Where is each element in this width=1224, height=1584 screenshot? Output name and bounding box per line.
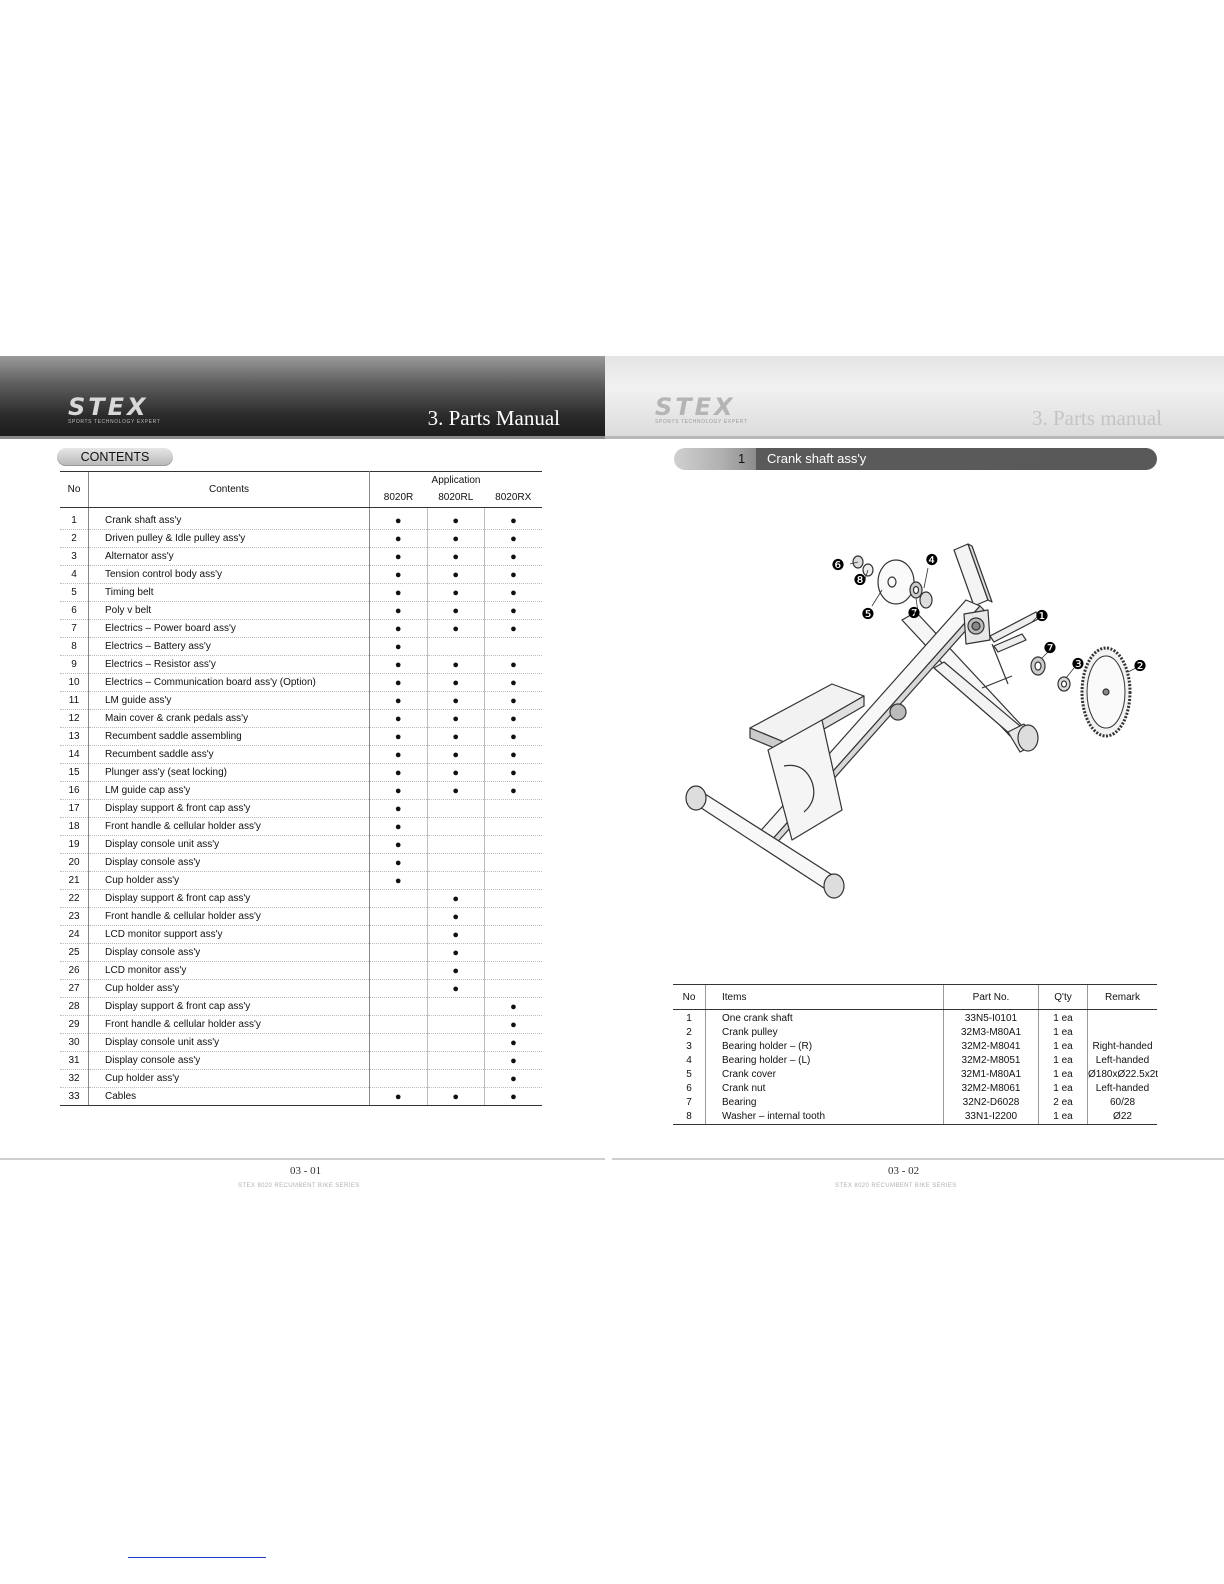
- contents-row-item: Cup holder ass'y: [89, 980, 370, 998]
- application-mark-8020RX: [485, 926, 543, 944]
- contents-row-item: Driven pulley & Idle pulley ass'y: [89, 530, 370, 548]
- contents-row-number: 6: [60, 602, 89, 620]
- section-title: Crank shaft ass'y: [767, 451, 867, 466]
- part-row-qty: 1 ea: [1039, 1068, 1088, 1082]
- contents-row-number: 33: [60, 1088, 89, 1106]
- contents-row: [60, 656, 542, 674]
- contents-table: [60, 471, 542, 1106]
- part-row-item: Washer – internal tooth: [706, 1110, 944, 1125]
- part-row-qty: 1 ea: [1039, 1026, 1088, 1040]
- application-mark-8020RL: ●: [427, 548, 485, 566]
- contents-row-number: 2: [60, 530, 89, 548]
- application-mark-8020R: ●: [370, 782, 428, 800]
- contents-row: [60, 728, 542, 746]
- contents-row: [60, 998, 542, 1016]
- col-header-model: 8020RL: [427, 488, 485, 508]
- contents-row-item: Cup holder ass'y: [89, 1070, 370, 1088]
- contents-row-number: 5: [60, 584, 89, 602]
- contents-row-item: Display support & front cap ass'y: [89, 998, 370, 1016]
- contents-row-number: 32: [60, 1070, 89, 1088]
- application-mark-8020RX: ●: [485, 620, 543, 638]
- contents-row-item: Main cover & crank pedals ass'y: [89, 710, 370, 728]
- application-mark-8020RL: ●: [427, 746, 485, 764]
- contents-row-number: 19: [60, 836, 89, 854]
- part-row-part-no: 32M2-M8051: [944, 1054, 1039, 1068]
- application-mark-8020RL: [427, 1052, 485, 1070]
- application-mark-8020RL: ●: [427, 656, 485, 674]
- application-mark-8020RL: ●: [427, 692, 485, 710]
- parts-header-qty: Q'ty: [1039, 985, 1088, 1010]
- contents-row: [60, 1016, 542, 1034]
- parts-row: [673, 1082, 1157, 1096]
- logo-tagline: SPORTS TECHNOLOGY EXPERT: [68, 419, 161, 425]
- application-mark-8020RL: ●: [427, 1088, 485, 1106]
- callout-7: ❼: [1043, 639, 1057, 657]
- application-mark-8020RX: [485, 980, 543, 998]
- series-name-left: STEX 8020 RECUMBENT BIKE SERIES: [238, 1183, 360, 1189]
- col-header-model: 8020RX: [485, 488, 543, 508]
- contents-row-item: Cup holder ass'y: [89, 872, 370, 890]
- contents-row-number: 10: [60, 674, 89, 692]
- application-mark-8020RX: [485, 962, 543, 980]
- contents-rows: [60, 508, 542, 1106]
- part-row-part-no: 32N2-D6028: [944, 1096, 1039, 1110]
- part-row-part-no: 32M3-M80A1: [944, 1026, 1039, 1040]
- application-mark-8020RL: [427, 872, 485, 890]
- part-row-item: Crank nut: [706, 1082, 944, 1096]
- contents-row-item: LM guide cap ass'y: [89, 782, 370, 800]
- application-mark-8020R: ●: [370, 800, 428, 818]
- application-mark-8020R: ●: [370, 584, 428, 602]
- application-mark-8020R: ●: [370, 764, 428, 782]
- application-mark-8020R: ●: [370, 530, 428, 548]
- contents-row: [60, 890, 542, 908]
- callout-3: ❸: [1071, 655, 1085, 673]
- application-mark-8020RL: ●: [427, 584, 485, 602]
- contents-row: [60, 872, 542, 890]
- contents-row-number: 7: [60, 620, 89, 638]
- contents-row: [60, 800, 542, 818]
- application-mark-8020R: [370, 962, 428, 980]
- application-mark-8020RL: [427, 800, 485, 818]
- contents-row: [60, 782, 542, 800]
- application-mark-8020R: ●: [370, 854, 428, 872]
- contents-row: [60, 508, 542, 530]
- application-mark-8020R: ●: [370, 548, 428, 566]
- application-mark-8020RX: ●: [485, 602, 543, 620]
- part-row-item: Bearing holder – (R): [706, 1040, 944, 1054]
- application-mark-8020R: ●: [370, 508, 428, 530]
- contents-row-number: 27: [60, 980, 89, 998]
- contents-row: [60, 710, 542, 728]
- contents-row-item: LM guide ass'y: [89, 692, 370, 710]
- part-row-item: One crank shaft: [706, 1010, 944, 1027]
- application-mark-8020R: [370, 1016, 428, 1034]
- part-row-part-no: 33N1-I2200: [944, 1110, 1039, 1125]
- contents-badge: CONTENTS: [57, 448, 173, 466]
- application-mark-8020RL: ●: [427, 728, 485, 746]
- col-header-no: No: [60, 472, 89, 508]
- contents-row: [60, 1070, 542, 1088]
- hyperlink-underline[interactable]: [128, 1557, 266, 1558]
- application-mark-8020RL: ●: [427, 566, 485, 584]
- callout-4: ❹: [925, 551, 939, 569]
- parts-header-part-no: Part No.: [944, 985, 1039, 1010]
- col-header-model: 8020R: [370, 488, 428, 508]
- application-mark-8020R: ●: [370, 746, 428, 764]
- application-mark-8020RL: [427, 1016, 485, 1034]
- application-mark-8020RX: ●: [485, 710, 543, 728]
- parts-row: [673, 1068, 1157, 1082]
- brand-logo-left: [68, 395, 178, 429]
- contents-row-item: Display console unit ass'y: [89, 836, 370, 854]
- part-row-no: 5: [686, 1069, 692, 1080]
- section-number: 1: [738, 451, 746, 466]
- application-mark-8020RX: ●: [485, 530, 543, 548]
- application-mark-8020RX: ●: [485, 1088, 543, 1106]
- part-row-remark: Left-handed: [1088, 1054, 1158, 1068]
- application-mark-8020RX: ●: [485, 656, 543, 674]
- application-mark-8020RL: ●: [427, 890, 485, 908]
- contents-row: [60, 692, 542, 710]
- application-mark-8020R: ●: [370, 638, 428, 656]
- part-row-qty: 1 ea: [1039, 1010, 1088, 1027]
- application-mark-8020RX: ●: [485, 1070, 543, 1088]
- contents-row-number: 28: [60, 998, 89, 1016]
- callout-2: ❷: [1133, 657, 1147, 675]
- parts-row: [673, 1096, 1157, 1110]
- part-row-qty: 1 ea: [1039, 1110, 1088, 1125]
- application-mark-8020RX: ●: [485, 782, 543, 800]
- callout-7: ❼: [907, 604, 921, 622]
- application-mark-8020R: [370, 998, 428, 1016]
- part-row-no: 4: [686, 1055, 692, 1066]
- crank-shaft-exploded-diagram: [672, 540, 1162, 920]
- application-mark-8020RL: ●: [427, 764, 485, 782]
- contents-row-item: Poly v belt: [89, 602, 370, 620]
- application-mark-8020R: ●: [370, 872, 428, 890]
- part-row-part-no: 33N5-I0101: [944, 1010, 1039, 1027]
- application-mark-8020R: ●: [370, 620, 428, 638]
- application-mark-8020RL: ●: [427, 908, 485, 926]
- contents-row-item: Front handle & cellular holder ass'y: [89, 908, 370, 926]
- callout-6: ❻: [831, 556, 845, 574]
- part-row-qty: 2 ea: [1039, 1096, 1088, 1110]
- application-mark-8020R: [370, 944, 428, 962]
- application-mark-8020RL: ●: [427, 530, 485, 548]
- contents-row-item: Display console ass'y: [89, 1052, 370, 1070]
- application-mark-8020RX: [485, 872, 543, 890]
- application-mark-8020R: ●: [370, 674, 428, 692]
- application-mark-8020RX: [485, 908, 543, 926]
- footer-rule-left: [0, 1158, 605, 1160]
- contents-row: [60, 674, 542, 692]
- parts-header-items: Items: [706, 985, 944, 1010]
- parts-header-no: No: [673, 985, 706, 1010]
- header-rule-left: [0, 436, 605, 439]
- contents-row-number: 13: [60, 728, 89, 746]
- contents-row: [60, 818, 542, 836]
- page-title-right: 3. Parts manual: [1031, 406, 1162, 430]
- application-mark-8020RL: ●: [427, 620, 485, 638]
- application-mark-8020RL: ●: [427, 782, 485, 800]
- page-number-right: 03 - 02: [888, 1165, 920, 1177]
- contents-row: [60, 926, 542, 944]
- application-mark-8020R: [370, 980, 428, 998]
- application-mark-8020RX: [485, 890, 543, 908]
- parts-table: [673, 984, 1157, 1125]
- contents-row-item: Alternator ass'y: [89, 548, 370, 566]
- application-mark-8020R: ●: [370, 710, 428, 728]
- contents-row-item: LCD monitor ass'y: [89, 962, 370, 980]
- part-row-remark: [1088, 1026, 1158, 1040]
- logo-mark: STEX: [68, 393, 149, 421]
- section-header: [674, 448, 1157, 470]
- part-row-item: Bearing holder – (L): [706, 1054, 944, 1068]
- part-row-item: Crank cover: [706, 1068, 944, 1082]
- application-mark-8020RL: ●: [427, 962, 485, 980]
- application-mark-8020RX: ●: [485, 1052, 543, 1070]
- part-row-no: 1: [686, 1013, 692, 1024]
- contents-row: [60, 584, 542, 602]
- parts-row: [673, 1040, 1157, 1054]
- application-mark-8020RX: ●: [485, 998, 543, 1016]
- part-row-part-no: 32M1-M80A1: [944, 1068, 1039, 1082]
- contents-row-number: 3: [60, 548, 89, 566]
- contents-row: [60, 566, 542, 584]
- contents-row: [60, 764, 542, 782]
- contents-row-item: Electrics – Battery ass'y: [89, 638, 370, 656]
- application-mark-8020RX: ●: [485, 548, 543, 566]
- application-mark-8020RX: [485, 818, 543, 836]
- application-mark-8020RL: ●: [427, 980, 485, 998]
- contents-row-number: 26: [60, 962, 89, 980]
- application-mark-8020R: ●: [370, 602, 428, 620]
- application-mark-8020RX: [485, 854, 543, 872]
- contents-row-item: Display support & front cap ass'y: [89, 800, 370, 818]
- contents-row: [60, 962, 542, 980]
- col-header-contents: Contents: [89, 472, 370, 508]
- contents-row-item: Timing belt: [89, 584, 370, 602]
- application-mark-8020RX: ●: [485, 1034, 543, 1052]
- application-mark-8020RL: ●: [427, 926, 485, 944]
- application-mark-8020R: ●: [370, 1088, 428, 1106]
- contents-row-number: 12: [60, 710, 89, 728]
- parts-row: [673, 1054, 1157, 1068]
- application-mark-8020R: [370, 890, 428, 908]
- part-row-qty: 1 ea: [1039, 1040, 1088, 1054]
- parts-row: [673, 1026, 1157, 1040]
- part-row-remark: 60/28: [1088, 1096, 1158, 1110]
- contents-row-number: 8: [60, 638, 89, 656]
- contents-row-number: 25: [60, 944, 89, 962]
- application-mark-8020RL: [427, 638, 485, 656]
- application-mark-8020RX: ●: [485, 728, 543, 746]
- application-mark-8020RL: [427, 998, 485, 1016]
- application-mark-8020RX: ●: [485, 764, 543, 782]
- contents-row-number: 16: [60, 782, 89, 800]
- page-title-left: 3. Parts Manual: [427, 406, 560, 430]
- application-mark-8020RX: ●: [485, 566, 543, 584]
- part-row-qty: 1 ea: [1039, 1082, 1088, 1096]
- application-mark-8020RL: [427, 1034, 485, 1052]
- contents-row: [60, 836, 542, 854]
- application-mark-8020RL: ●: [427, 602, 485, 620]
- col-header-application: Application: [370, 472, 543, 489]
- application-mark-8020RL: ●: [427, 710, 485, 728]
- contents-row-item: Recumbent saddle assembling: [89, 728, 370, 746]
- contents-row-number: 21: [60, 872, 89, 890]
- part-row-qty: 1 ea: [1039, 1054, 1088, 1068]
- part-row-no: 3: [686, 1041, 692, 1052]
- parts-row: [673, 1010, 1157, 1027]
- contents-row: [60, 1052, 542, 1070]
- brand-logo-right: [655, 395, 765, 429]
- application-mark-8020RX: [485, 638, 543, 656]
- page-number-left: 03 - 01: [290, 1165, 322, 1177]
- application-mark-8020RL: ●: [427, 674, 485, 692]
- application-mark-8020RX: ●: [485, 584, 543, 602]
- part-row-part-no: 32M2-M8041: [944, 1040, 1039, 1054]
- parts-rows: [673, 1010, 1157, 1125]
- contents-row-item: Display console ass'y: [89, 854, 370, 872]
- application-mark-8020RX: ●: [485, 674, 543, 692]
- callout-1: ❶: [1035, 607, 1049, 625]
- part-row-no: 2: [686, 1027, 692, 1038]
- contents-row-item: Cables: [89, 1088, 370, 1106]
- contents-row-number: 31: [60, 1052, 89, 1070]
- part-row-no: 8: [673, 1110, 706, 1125]
- callout-5: ❺: [861, 605, 875, 623]
- contents-row: [60, 1088, 542, 1106]
- application-mark-8020RL: [427, 836, 485, 854]
- contents-row-item: Electrics – Communication board ass'y (Option): [89, 674, 370, 692]
- contents-row-number: 4: [60, 566, 89, 584]
- application-mark-8020RX: [485, 800, 543, 818]
- contents-row: [60, 908, 542, 926]
- contents-row-item: Display support & front cap ass'y: [89, 890, 370, 908]
- contents-row-number: 18: [60, 818, 89, 836]
- part-row-item: Bearing: [706, 1096, 944, 1110]
- application-mark-8020R: ●: [370, 566, 428, 584]
- contents-row-number: 24: [60, 926, 89, 944]
- contents-row-number: 20: [60, 854, 89, 872]
- part-row-remark: [1088, 1010, 1158, 1027]
- application-mark-8020R: [370, 1052, 428, 1070]
- contents-row-number: 1: [60, 508, 89, 530]
- application-mark-8020R: ●: [370, 836, 428, 854]
- contents-row-item: Plunger ass'y (seat locking): [89, 764, 370, 782]
- contents-row-item: Electrics – Power board ass'y: [89, 620, 370, 638]
- contents-row-item: Front handle & cellular holder ass'y: [89, 818, 370, 836]
- contents-row-number: 29: [60, 1016, 89, 1034]
- contents-row-number: 15: [60, 764, 89, 782]
- application-mark-8020R: ●: [370, 692, 428, 710]
- contents-row-item: Recumbent saddle ass'y: [89, 746, 370, 764]
- application-mark-8020RX: [485, 944, 543, 962]
- contents-row: [60, 746, 542, 764]
- application-mark-8020RX: [485, 836, 543, 854]
- contents-row: [60, 602, 542, 620]
- application-mark-8020R: [370, 908, 428, 926]
- application-mark-8020R: [370, 926, 428, 944]
- contents-row-number: 9: [60, 656, 89, 674]
- contents-row: [60, 638, 542, 656]
- application-mark-8020R: ●: [370, 818, 428, 836]
- application-mark-8020R: ●: [370, 728, 428, 746]
- application-mark-8020RL: ●: [427, 508, 485, 530]
- logo-tagline: SPORTS TECHNOLOGY EXPERT: [655, 419, 748, 425]
- contents-row-item: Electrics – Resistor ass'y: [89, 656, 370, 674]
- part-row-item: Crank pulley: [706, 1026, 944, 1040]
- part-row-no: 7: [686, 1097, 692, 1108]
- contents-row-item: Crank shaft ass'y: [89, 508, 370, 530]
- part-row-remark: Ø22: [1088, 1110, 1158, 1125]
- contents-row: [60, 1034, 542, 1052]
- part-row-no: 6: [686, 1083, 692, 1094]
- contents-row-number: 17: [60, 800, 89, 818]
- contents-row-number: 14: [60, 746, 89, 764]
- contents-row: [60, 854, 542, 872]
- contents-row-number: 22: [60, 890, 89, 908]
- application-mark-8020RL: ●: [427, 944, 485, 962]
- contents-row-number: 23: [60, 908, 89, 926]
- contents-row-item: Display console unit ass'y: [89, 1034, 370, 1052]
- footer-rule-right: [612, 1158, 1224, 1160]
- contents-row-item: Display console ass'y: [89, 944, 370, 962]
- application-mark-8020R: ●: [370, 656, 428, 674]
- contents-row: [60, 530, 542, 548]
- application-mark-8020RL: [427, 854, 485, 872]
- application-mark-8020RX: ●: [485, 746, 543, 764]
- part-row-remark: Right-handed: [1088, 1040, 1158, 1054]
- part-row-part-no: 32M2-M8061: [944, 1082, 1039, 1096]
- contents-row-item: Front handle & cellular holder ass'y: [89, 1016, 370, 1034]
- application-mark-8020R: [370, 1070, 428, 1088]
- part-row-remark: Left-handed: [1088, 1082, 1158, 1096]
- contents-row: [60, 944, 542, 962]
- contents-row-item: LCD monitor support ass'y: [89, 926, 370, 944]
- contents-row: [60, 620, 542, 638]
- series-name-right: STEX 8020 RECUMBENT BIKE SERIES: [835, 1183, 957, 1189]
- contents-row-item: Tension control body ass'y: [89, 566, 370, 584]
- logo-mark: STEX: [655, 393, 736, 421]
- parts-row: [673, 1110, 1157, 1125]
- contents-row: [60, 980, 542, 998]
- application-mark-8020RL: [427, 1070, 485, 1088]
- contents-row-number: 11: [60, 692, 89, 710]
- contents-row: [60, 548, 542, 566]
- header-rule-right: [605, 436, 1224, 439]
- application-mark-8020R: [370, 1034, 428, 1052]
- parts-header-remark: Remark: [1088, 985, 1158, 1010]
- application-mark-8020RX: ●: [485, 1016, 543, 1034]
- application-mark-8020RL: [427, 818, 485, 836]
- application-mark-8020RX: ●: [485, 508, 543, 530]
- part-row-remark: Ø180xØ22.5x2t: [1088, 1069, 1159, 1080]
- contents-row-number: 30: [60, 1034, 89, 1052]
- application-mark-8020RX: ●: [485, 692, 543, 710]
- callout-8: ❽: [853, 571, 867, 589]
